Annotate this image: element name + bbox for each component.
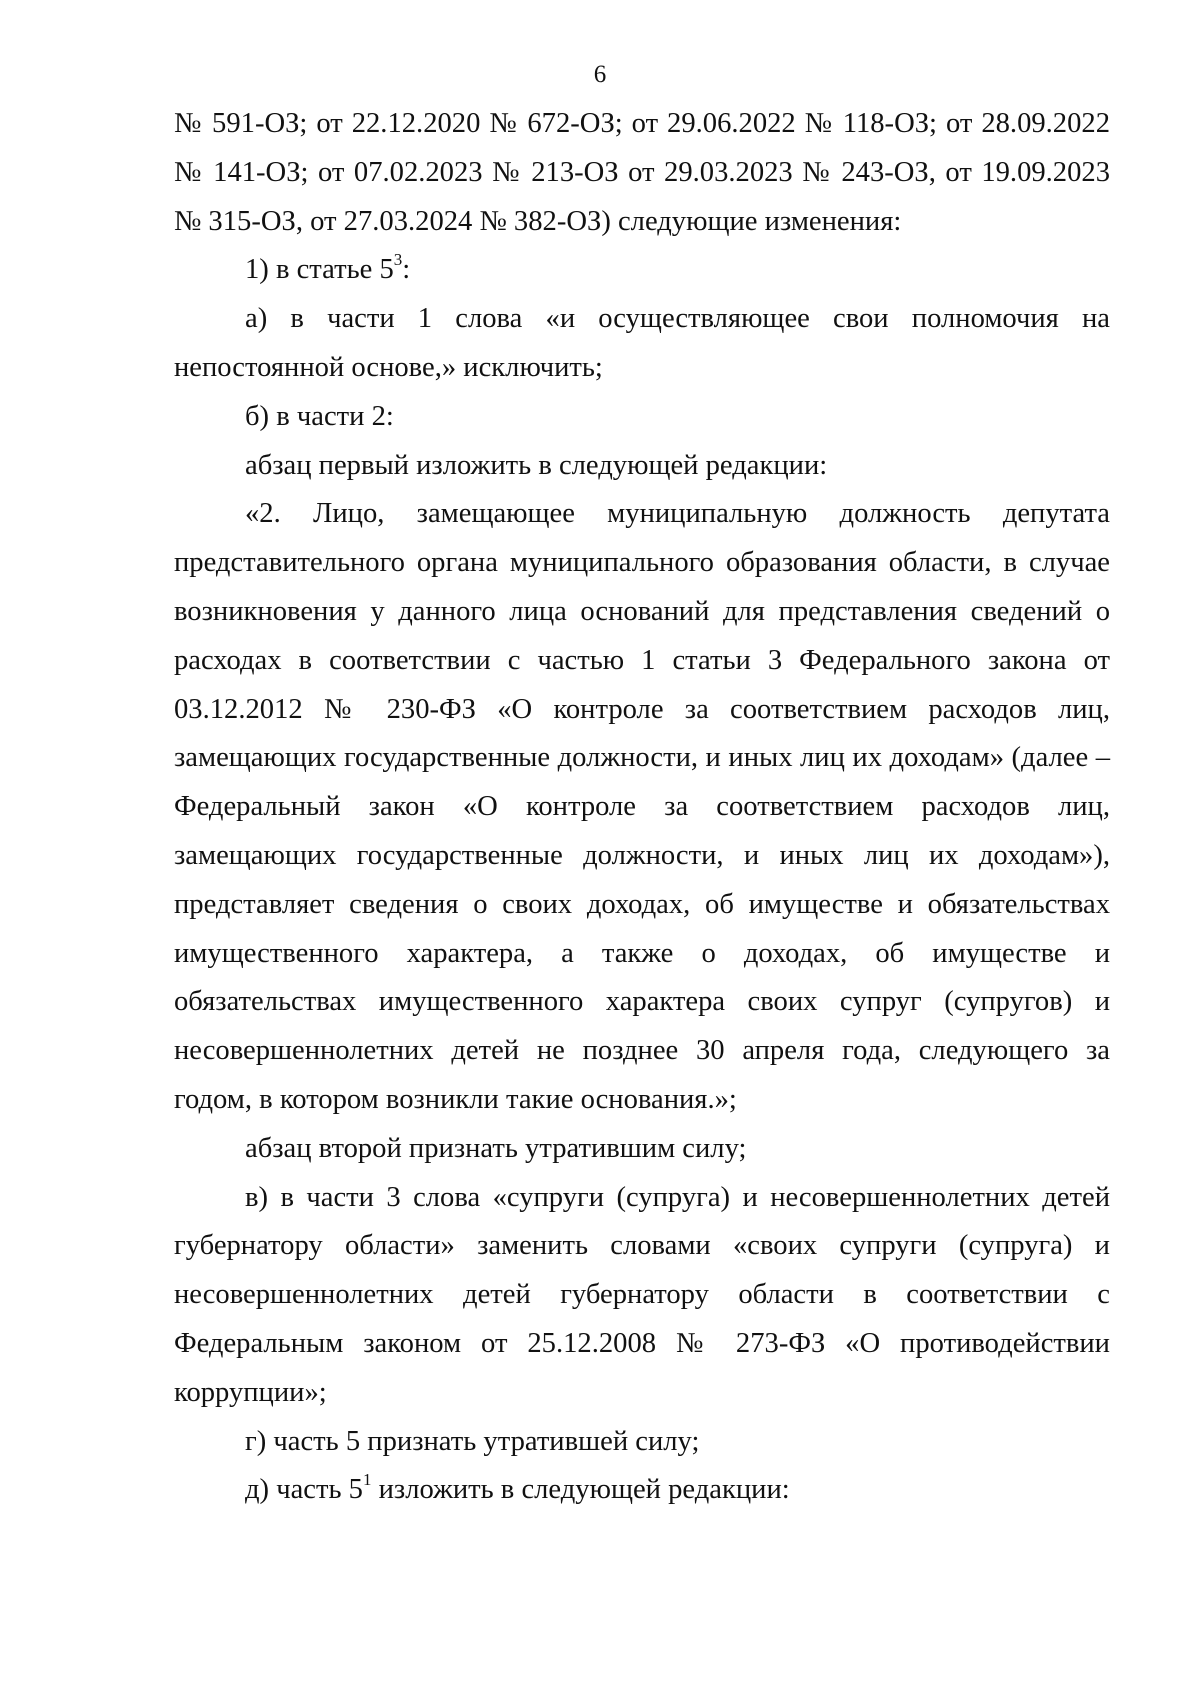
superscript: 1 bbox=[362, 1470, 372, 1490]
superscript: 3 bbox=[393, 250, 403, 270]
paragraph-subitem-d bbox=[174, 1466, 1110, 1515]
paragraph-text: 1) в статье 5 bbox=[245, 254, 394, 286]
paragraph-subitem-b: б) в части 2: bbox=[245, 400, 394, 432]
paragraph-second-abzac: абзац второй признать утратившим силу; bbox=[245, 1132, 747, 1164]
paragraph-subitem-g: г) часть 5 признать утратившей силу; bbox=[245, 1425, 700, 1457]
paragraph-item-1 bbox=[174, 246, 1110, 295]
paragraph-subitem-a: а) в части 1 слова «и осуществляющее свои полномочия на непостоянной основе,» исключить; bbox=[174, 303, 1110, 383]
paragraph-text-suffix: : bbox=[402, 254, 411, 286]
paragraph-amendments-list: № 591-ОЗ; от 22.12.2020 № 672-ОЗ; от 29.06.2022 № 118-ОЗ; от 28.09.2022 № 141-ОЗ; от 07.02.2023 № 213-ОЗ от 29.03.2023 № 243-ОЗ, от 19.09.2023 № 315-ОЗ, от 27.03.2024 № 382-ОЗ) следующие изменения: bbox=[174, 108, 1110, 237]
paragraph-first-abzac: абзац первый изложить в следующей редакции: bbox=[245, 449, 828, 481]
document-body bbox=[174, 100, 1110, 1515]
paragraph-subitem-v: в) в части 3 слова «супруги (супруга) и несовершеннолетних детей губернатору области» заменить словами «своих супруги (супруга) и несовершеннолетних детей губернатору области в соответствии с Федеральным законом от 25.12.2008 № 273-ФЗ «О противодействии коррупции»; bbox=[174, 1181, 1110, 1408]
paragraph-text: д) часть 5 bbox=[245, 1474, 363, 1506]
page-number: 6 bbox=[593, 61, 607, 88]
paragraph-text-suffix: изложить в следующей редакции: bbox=[371, 1474, 790, 1506]
paragraph-quoted-part-2: «2. Лицо, замещающее муниципальную должность депутата представительного органа муниципального образования области, в случае возникновения у данного лица оснований для представления сведений о расходах в соответствии с частью 1 статьи 3 Федерального закона от 03.12.2012 № 230-ФЗ «О контроле за соответствием расходов лиц, замещающих государственные должности, и иных лиц их доходам» (далее – Федеральный закон «О контроле за соответствием расходов лиц, замещающих государственные должности, и иных лиц их доходам»), представляет сведения о своих доходах, об имуществе и обязательствах имущественного характера, а также о доходах, об имуществе и обязательствах имущественного характера своих супруг (супругов) и несовершеннолетних детей не позднее 30 апреля года, следующего за годом, в котором возникли такие основания.»; bbox=[174, 498, 1110, 1115]
